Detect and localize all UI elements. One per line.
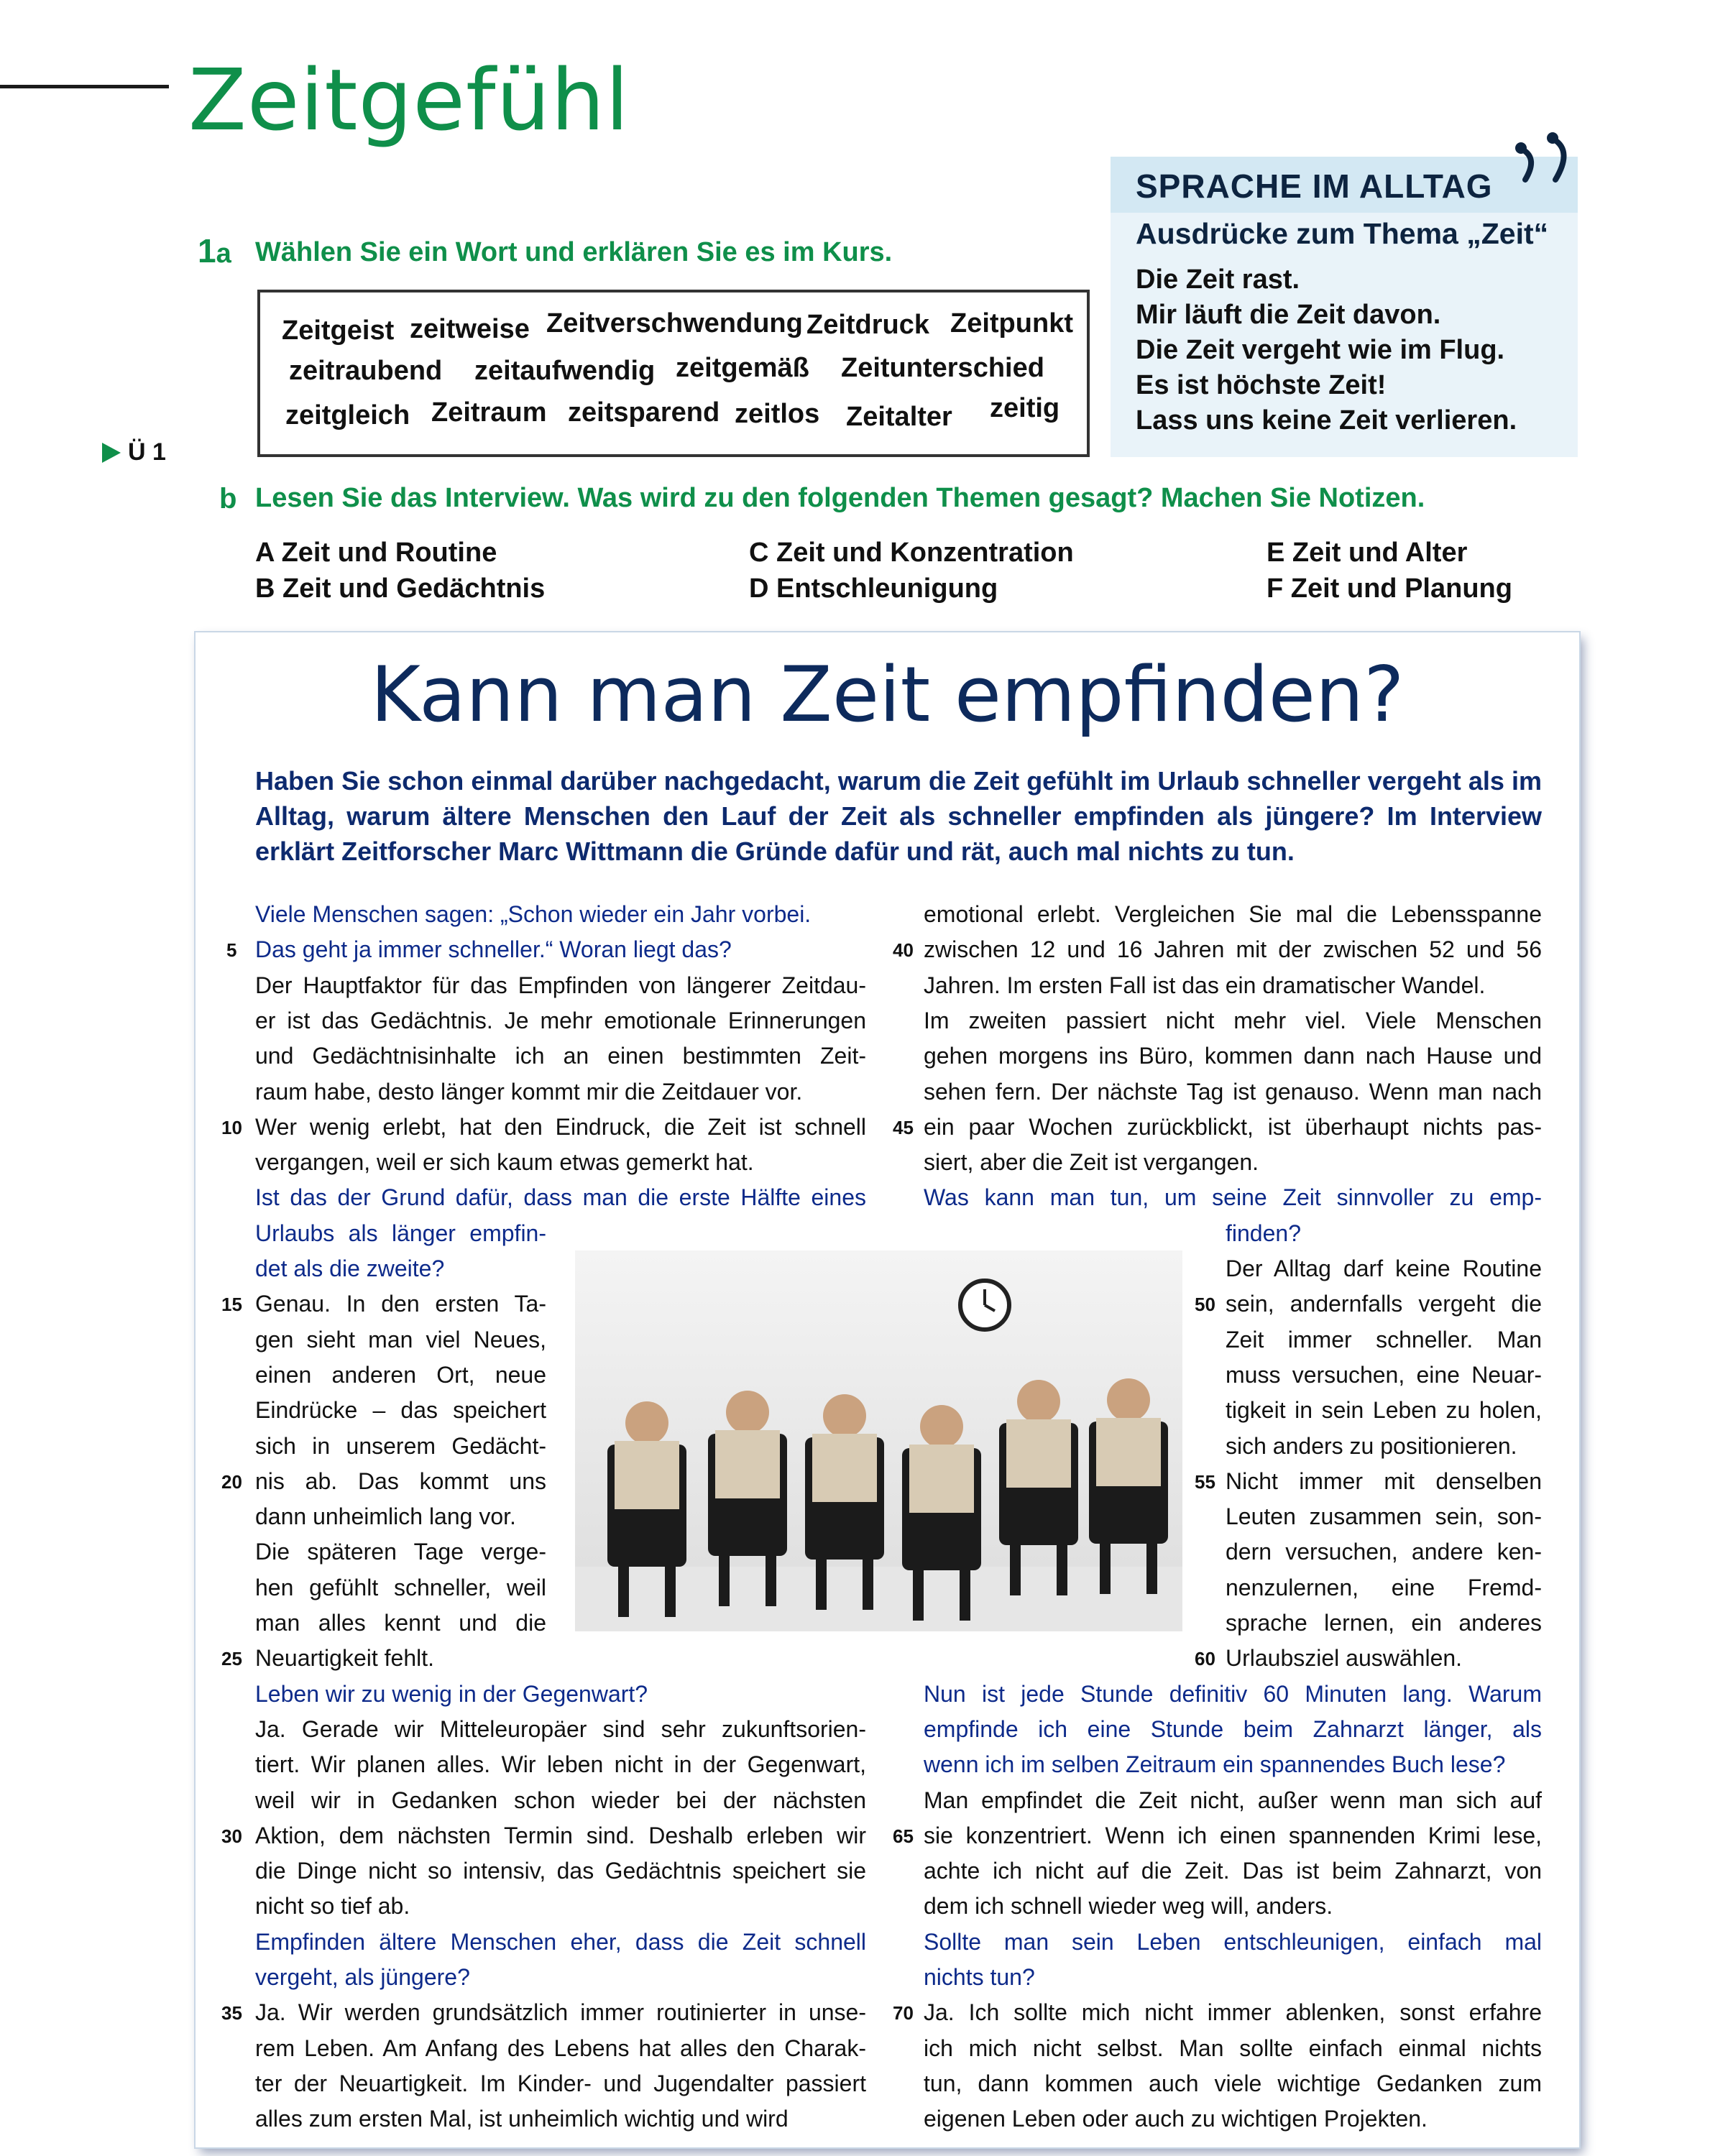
interview-answer-line: tigkeit in sein Leben zu holen, bbox=[1226, 1397, 1542, 1424]
line-number: 50 bbox=[1195, 1294, 1215, 1316]
interview-answer-line: Nicht immer mit denselben bbox=[1226, 1468, 1542, 1494]
word: Zeitalter bbox=[846, 402, 952, 432]
sprache-im-alltag-subtitle: Ausdrücke zum Thema „Zeit“ bbox=[1136, 217, 1549, 250]
interview-answer-line: sein, andernfalls vergeht die bbox=[1226, 1291, 1542, 1317]
interview-answer-line: er ist das Gedächtnis. Je mehr emotionale Erinnerungen bbox=[255, 1007, 866, 1033]
interview-answer-line: Eindrücke – das speichert bbox=[255, 1397, 546, 1424]
interview-answer-line: dern versuchen, andere ken- bbox=[1226, 1539, 1542, 1565]
interview-answer-line: Man empfindet die Zeit nicht, außer wenn man sich auf bbox=[924, 1787, 1542, 1813]
interview-answer-line: eigenen Leben oder auch zu wichtigen Projekten. bbox=[924, 2106, 1428, 2132]
word: Zeitverschwendung bbox=[546, 308, 803, 338]
interview-question-line: Urlaubs als länger empfin- bbox=[255, 1220, 546, 1246]
word-box bbox=[257, 290, 1090, 457]
word: Zeitraum bbox=[431, 397, 547, 428]
interview-answer-line: achte ich nicht auf die Zeit. Das ist beim Zahnarzt, von bbox=[924, 1858, 1542, 1884]
interview-question-line: Empfinden ältere Menschen eher, dass die Zeit schnell bbox=[255, 1928, 866, 1955]
line-number: 15 bbox=[221, 1294, 242, 1316]
waiting-men-illustration bbox=[575, 1250, 1182, 1631]
title-rule bbox=[0, 85, 169, 88]
interview-answer-line: muss versuchen, eine Neuar- bbox=[1226, 1361, 1542, 1388]
interview-answer-line: Genau. In den ersten Ta- bbox=[255, 1291, 546, 1317]
interview-answer-line: raum habe, desto länger kommt mir die Zeitdauer vor. bbox=[255, 1078, 803, 1105]
line-number: 35 bbox=[221, 2002, 242, 2024]
interview-question-line: empfinde ich eine Stunde beim Zahnarzt länger, als bbox=[924, 1715, 1542, 1742]
interview-answer-line: Der Hauptfaktor für das Empfinden von längerer Zeitdau- bbox=[255, 972, 866, 998]
interview-answer-line: einen anderen Ort, neue bbox=[255, 1361, 546, 1388]
interview-answer-line: die Dinge nicht so intensiv, das Gedächtnis speichert sie bbox=[255, 1858, 866, 1884]
word: zeitsparend bbox=[568, 397, 720, 428]
topic-item: B Zeit und Gedächtnis bbox=[255, 573, 546, 604]
line-number: 55 bbox=[1195, 1470, 1215, 1493]
line-number: 70 bbox=[893, 2002, 914, 2024]
word: Zeitdruck bbox=[806, 310, 930, 340]
interview-answer-line: nicht so tief ab. bbox=[255, 1893, 410, 1920]
word: zeitgleich bbox=[285, 400, 410, 430]
word: zeitraubend bbox=[289, 356, 443, 386]
topic-item: A Zeit und Routine bbox=[255, 538, 497, 568]
line-number: 5 bbox=[226, 939, 237, 962]
expression-line: Die Zeit vergeht wie im Flug. bbox=[1136, 335, 1505, 365]
interview-question-line: Sollte man sein Leben entschleunigen, einfach mal bbox=[924, 1928, 1542, 1955]
interview-answer-line: Neuartigkeit fehlt. bbox=[255, 1645, 435, 1672]
workbook-reference[interactable]: Ü 1 bbox=[128, 438, 166, 466]
interview-answer-line: zwischen 12 und 16 Jahren mit der zwischen 52 und 56 bbox=[924, 936, 1542, 963]
topic-item: C Zeit und Konzentration bbox=[749, 538, 1074, 568]
interview-answer-line: ein paar Wochen zurückblickt, ist überhaupt nichts pas- bbox=[924, 1113, 1542, 1140]
interview-answer-line: Zeit immer schneller. Man bbox=[1226, 1326, 1542, 1353]
interview-question-line: vergeht, als jüngere? bbox=[255, 1964, 470, 1990]
interview-answer-line: sehen fern. Der nächste Tag ist genauso. Wenn man nach bbox=[924, 1078, 1542, 1105]
exercise-1b-instruction: Lesen Sie das Interview. Was wird zu den folgenden Themen gesagt? Machen Sie Notizen. bbox=[255, 483, 1425, 513]
interview-answer-line: hen gefühlt schneller, weil bbox=[255, 1574, 546, 1600]
word: zeitlos bbox=[735, 399, 820, 429]
interview-answer-line: gehen morgens ins Büro, kommen dann nach Hause und bbox=[924, 1043, 1542, 1069]
interview-question-line: Ist das der Grund dafür, dass man die erste Hälfte eines bbox=[255, 1184, 866, 1211]
interview-question-line: Was kann man tun, um seine Zeit sinnvoller zu emp- bbox=[924, 1184, 1542, 1211]
interview-answer-line: sich in unserem Gedächt- bbox=[255, 1432, 546, 1459]
interview-answer-line: ter der Neuartigkeit. Im Kinder- und Jugendalter passiert bbox=[255, 2070, 866, 2096]
interview-answer-line: Ja. Wir werden grundsätzlich immer routinierter in unse- bbox=[255, 1999, 866, 2026]
exercise-number-digit: 1 bbox=[198, 232, 216, 270]
interview-answer-line: vergangen, weil er sich kaum etwas gemerkt hat. bbox=[255, 1149, 754, 1176]
interview-answer-line: tiert. Wir planen alles. Wir leben nicht in der Gegenwart, bbox=[255, 1751, 866, 1778]
page-title: Zeitgefühl bbox=[188, 50, 630, 149]
interview-answer-line: sie konzentriert. Wenn ich einen spannenden Krimi lese, bbox=[924, 1822, 1542, 1848]
word: Zeitpunkt bbox=[950, 308, 1073, 338]
word: zeitaufwendig bbox=[474, 356, 656, 386]
interview-question-line: nichts tun? bbox=[924, 1964, 1035, 1990]
play-arrow-icon bbox=[102, 443, 121, 463]
line-number: 45 bbox=[893, 1116, 914, 1138]
interview-answer-line: Die späteren Tage verge- bbox=[255, 1539, 546, 1565]
word: Zeitgeist bbox=[282, 315, 395, 346]
article-title: Kann man Zeit empfinden? bbox=[370, 650, 1405, 739]
interview-answer-line: alles zum ersten Mal, ist unheimlich wichtig und wird bbox=[255, 2106, 789, 2132]
clock-icon bbox=[957, 1278, 1012, 1332]
line-number: 20 bbox=[221, 1470, 242, 1493]
expression-line: Mir läuft die Zeit davon. bbox=[1136, 300, 1441, 330]
line-number: 25 bbox=[221, 1648, 242, 1670]
interview-answer-line: sich anders zu positionieren. bbox=[1226, 1432, 1517, 1459]
interview-question-line: finden? bbox=[1226, 1220, 1301, 1246]
line-number: 60 bbox=[1195, 1648, 1215, 1670]
exercise-number bbox=[198, 231, 231, 270]
interview-answer-line: gen sieht man viel Neues, bbox=[255, 1326, 546, 1353]
line-number: 10 bbox=[221, 1116, 242, 1138]
article-intro: Haben Sie schon einmal darüber nachgedacht, warum die Zeit gefühlt im Urlaub schneller vergeht als im Alltag, warum ältere Menschen den Lauf der Zeit als schneller empfinden als jüngere? Im Interview erklärt Zeitforscher Marc Wittmann die Gründe dafür und rät, auch mal nichts zu tun. bbox=[255, 766, 1542, 866]
interview-answer-line: sprache lernen, ein anderes bbox=[1226, 1610, 1542, 1636]
interview-answer-line: tun, dann kommen auch viele wichtige Gedanken zum bbox=[924, 2070, 1542, 2096]
interview-answer-line: rem Leben. Am Anfang des Lebens hat alles den Charak- bbox=[255, 2035, 866, 2061]
word: zeitweise bbox=[410, 314, 530, 344]
interview-answer-line: dem ich schnell wieder weg will, anders. bbox=[924, 1893, 1333, 1920]
topic-item: F Zeit und Planung bbox=[1267, 573, 1512, 604]
interview-answer-line: nenzulernen, eine Fremd- bbox=[1226, 1574, 1542, 1600]
speech-quote-icon bbox=[1488, 128, 1581, 207]
expression-line: Lass uns keine Zeit verlieren. bbox=[1136, 405, 1517, 436]
interview-question-line: Nun ist jede Stunde definitiv 60 Minuten lang. Warum bbox=[924, 1680, 1542, 1707]
interview-answer-line: Wer wenig erlebt, hat den Eindruck, die Zeit ist schnell bbox=[255, 1113, 866, 1140]
word: zeitig bbox=[990, 393, 1060, 423]
interview-answer-line: Urlaubsziel auswählen. bbox=[1226, 1645, 1463, 1672]
interview-answer-line: Der Alltag darf keine Routine bbox=[1226, 1256, 1542, 1281]
interview-answer-line: dann unheimlich lang vor. bbox=[255, 1503, 516, 1530]
interview-question-line: Viele Menschen sagen: „Schon wieder ein Jahr vorbei. bbox=[255, 901, 812, 927]
interview-answer-line: Jahren. Im ersten Fall ist das ein dramatischer Wandel. bbox=[924, 972, 1486, 998]
word: zeitgemäß bbox=[676, 353, 809, 383]
topic-item: E Zeit und Alter bbox=[1267, 538, 1468, 568]
interview-question-line: det als die zweite? bbox=[255, 1256, 445, 1281]
interview-answer-line: nis ab. Das kommt uns bbox=[255, 1468, 546, 1494]
line-number: 65 bbox=[893, 1825, 914, 1847]
expression-line: Es ist höchste Zeit! bbox=[1136, 370, 1387, 400]
interview-question-line: Leben wir zu wenig in der Gegenwart? bbox=[255, 1680, 648, 1707]
interview-answer-line: emotional erlebt. Vergleichen Sie mal die Lebensspanne bbox=[924, 901, 1542, 927]
interview-question-line: wenn ich im selben Zeitraum ein spannendes Buch lese? bbox=[924, 1751, 1506, 1778]
interview-answer-line: ich mich nicht selbst. Man sollte einfach einmal nichts bbox=[924, 2035, 1542, 2061]
interview-answer-line: Leuten zusammen sein, son- bbox=[1226, 1503, 1542, 1530]
interview-answer-line: und Gedächtnisinhalte ich an einen bestimmten Zeit- bbox=[255, 1043, 866, 1069]
line-number: 30 bbox=[221, 1825, 242, 1847]
interview-answer-line: Ja. Gerade wir Mitteleuropäer sind sehr zukunftsorien- bbox=[255, 1715, 866, 1742]
line-number: 40 bbox=[893, 939, 914, 962]
interview-answer-line: Aktion, dem nächsten Termin sind. Deshalb erleben wir bbox=[255, 1822, 866, 1848]
exercise-letter-b: b bbox=[219, 483, 237, 515]
sprache-im-alltag-label: SPRACHE IM ALLTAG bbox=[1136, 167, 1493, 205]
topic-item: D Entschleunigung bbox=[749, 573, 998, 604]
interview-answer-line: siert, aber die Zeit ist vergangen. bbox=[924, 1149, 1259, 1176]
exercise-letter-a: a bbox=[216, 239, 231, 269]
interview-answer-line: man alles kennt und die bbox=[255, 1610, 546, 1636]
word: Zeitunterschied bbox=[841, 353, 1044, 383]
interview-question-line: Das geht ja immer schneller.“ Woran liegt das? bbox=[255, 936, 732, 963]
waiting-men-photo bbox=[575, 1250, 1182, 1631]
interview-answer-line: weil wir in Gedanken schon wieder bei der nächsten bbox=[255, 1787, 866, 1813]
interview-answer-line: Im zweiten passiert nicht mehr viel. Viele Menschen bbox=[924, 1007, 1542, 1033]
exercise-1a-instruction: Wählen Sie ein Wort und erklären Sie es im Kurs. bbox=[255, 237, 893, 267]
interview-answer-line: Ja. Ich sollte mich nicht immer ablenken, sonst erfahre bbox=[924, 1999, 1542, 2026]
expression-line: Die Zeit rast. bbox=[1136, 264, 1300, 295]
